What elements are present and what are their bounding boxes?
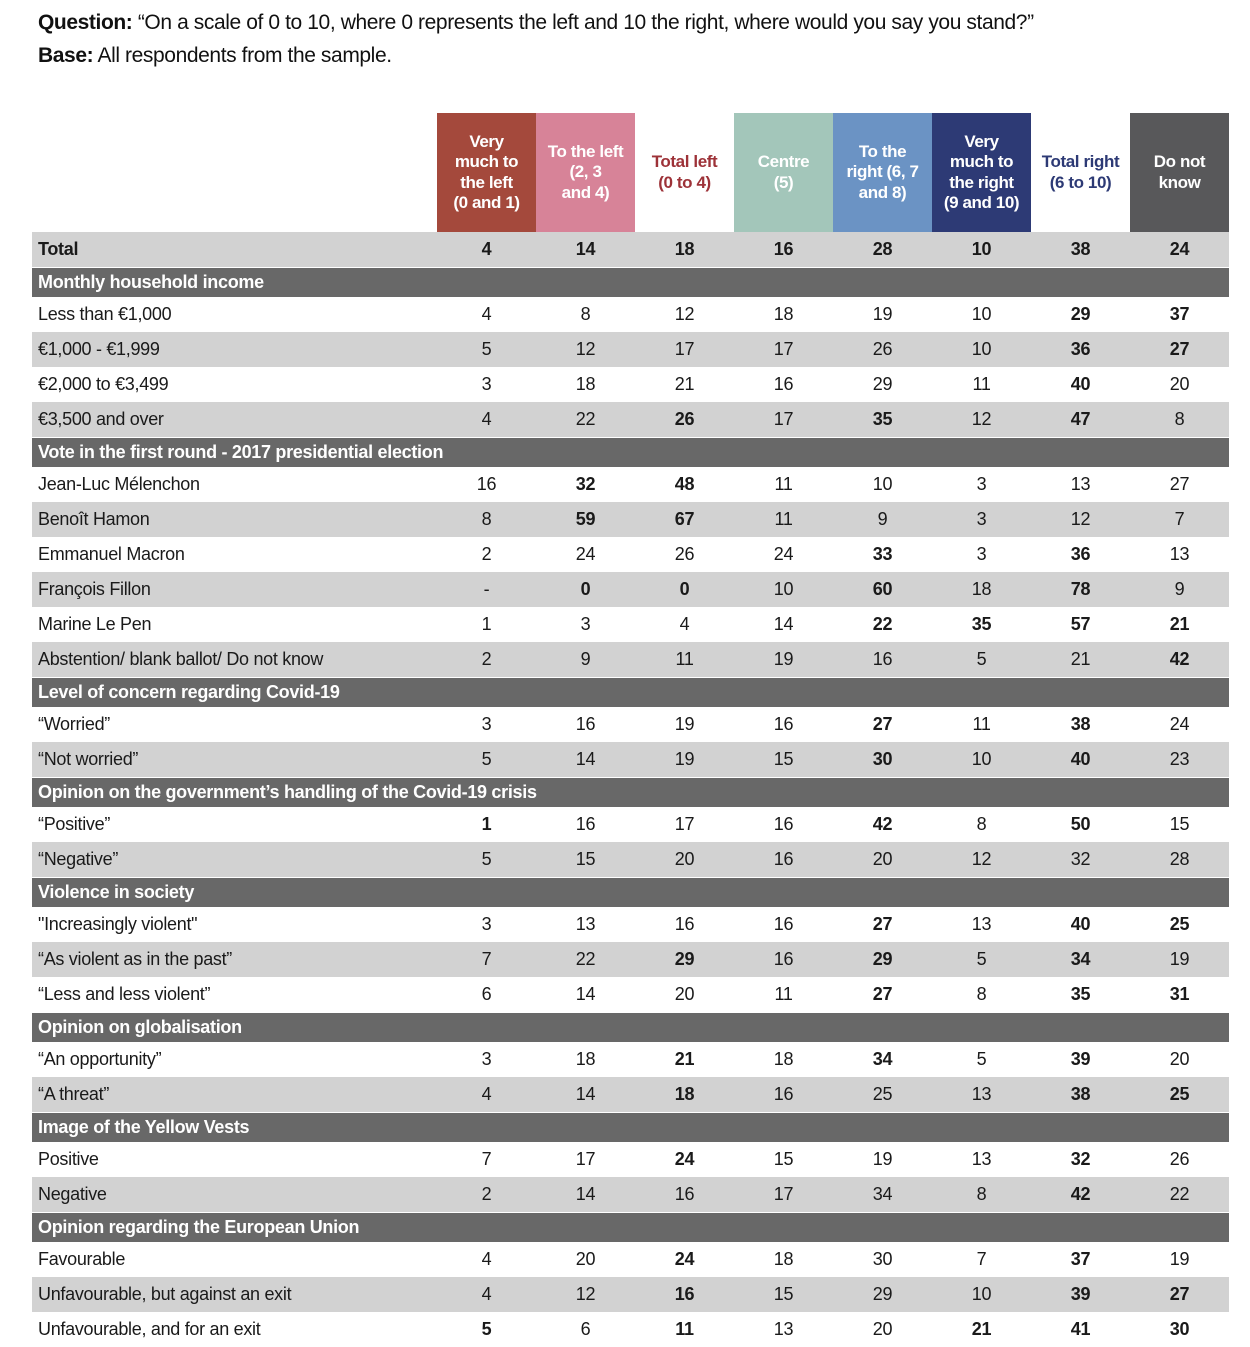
value-cell: 4 xyxy=(481,409,492,429)
table-row xyxy=(32,467,1229,502)
value-cell: 15 xyxy=(773,1149,794,1169)
value-cell: 38 xyxy=(1070,714,1091,734)
value-cell: 11 xyxy=(972,714,991,734)
row-label: €1,000 - €1,999 xyxy=(38,339,160,359)
row-label: “An opportunity” xyxy=(38,1049,162,1069)
value-cell: 17 xyxy=(773,409,794,429)
table-row xyxy=(32,572,1229,607)
value-cell: 11 xyxy=(675,1319,694,1339)
value-cell: 18 xyxy=(674,239,695,259)
header-line: (6 to 10) xyxy=(1049,172,1112,192)
value-cell: 5 xyxy=(481,849,492,869)
column-header-centre xyxy=(734,113,833,232)
value-cell: 47 xyxy=(1070,409,1091,429)
value-cell: 6 xyxy=(481,984,492,1004)
value-cell: 5 xyxy=(481,1319,492,1339)
value-cell: 14 xyxy=(575,749,596,769)
value-cell: 26 xyxy=(674,409,695,429)
column-header-total-right xyxy=(1031,113,1130,232)
value-cell: 7 xyxy=(1174,509,1185,529)
value-cell: 21 xyxy=(674,1049,695,1069)
row-label: “A threat” xyxy=(38,1084,110,1104)
value-cell: 17 xyxy=(674,814,695,834)
value-cell: 24 xyxy=(674,1149,695,1169)
value-cell: 25 xyxy=(1169,914,1190,934)
value-cell: 39 xyxy=(1070,1049,1091,1069)
value-cell: 27 xyxy=(1169,339,1190,359)
value-cell: 27 xyxy=(872,914,893,934)
value-cell: 12 xyxy=(971,849,992,869)
value-cell: 5 xyxy=(481,749,492,769)
value-cell: 10 xyxy=(872,474,893,494)
value-cell: 28 xyxy=(1169,849,1190,869)
table-row xyxy=(32,1042,1229,1077)
header-line: and 8) xyxy=(858,182,907,202)
value-cell: 7 xyxy=(481,949,492,969)
value-cell: 42 xyxy=(1070,1184,1091,1204)
value-cell: 21 xyxy=(674,374,695,394)
value-cell: 16 xyxy=(773,849,794,869)
value-cell: 16 xyxy=(773,714,794,734)
value-cell: 20 xyxy=(674,849,695,869)
value-cell: 22 xyxy=(1169,1184,1190,1204)
column-header-total-left xyxy=(635,113,734,232)
value-cell: 14 xyxy=(773,614,794,634)
value-cell: 37 xyxy=(1070,1249,1091,1269)
value-cell: 35 xyxy=(872,409,893,429)
value-cell: 26 xyxy=(872,339,893,359)
row-label: François Fillon xyxy=(38,579,151,599)
table-row xyxy=(32,1242,1229,1277)
row-label: Benoît Hamon xyxy=(38,509,150,529)
value-cell: 17 xyxy=(773,1184,794,1204)
value-cell: 34 xyxy=(872,1049,893,1069)
value-cell: 38 xyxy=(1070,1084,1091,1104)
value-cell: 30 xyxy=(872,1249,893,1269)
question-label: Question: xyxy=(38,11,133,34)
value-cell: 19 xyxy=(1169,949,1190,969)
header-line: To the left xyxy=(547,142,624,162)
header-line: Very xyxy=(469,132,504,152)
value-cell: 24 xyxy=(773,544,794,564)
value-cell: 17 xyxy=(674,339,695,359)
value-cell: 29 xyxy=(872,949,893,969)
value-cell: 10 xyxy=(971,339,992,359)
value-cell: 22 xyxy=(575,949,596,969)
value-cell: 5 xyxy=(976,949,987,969)
value-cell: 34 xyxy=(872,1184,893,1204)
value-cell: 16 xyxy=(674,914,695,934)
table-row xyxy=(32,607,1229,642)
value-cell: 10 xyxy=(971,239,992,259)
value-cell: 3 xyxy=(976,544,987,564)
column-header-to-the-right xyxy=(833,113,932,232)
value-cell: 33 xyxy=(872,544,893,564)
base-label: Base: xyxy=(38,44,94,67)
row-label: Emmanuel Macron xyxy=(38,544,185,564)
value-cell: 39 xyxy=(1070,1284,1091,1304)
row-label: Less than €1,000 xyxy=(38,304,172,324)
section-header: Vote in the first round - 2017 presidential election xyxy=(32,438,1229,467)
value-cell: 4 xyxy=(481,1084,492,1104)
value-cell: 28 xyxy=(872,239,893,259)
header-spacer xyxy=(32,113,437,232)
value-cell: 14 xyxy=(575,1084,596,1104)
value-cell: 7 xyxy=(481,1149,492,1169)
value-cell: 8 xyxy=(976,1184,987,1204)
row-label: Favourable xyxy=(38,1249,126,1269)
value-cell: 18 xyxy=(773,304,794,324)
header-line: the left xyxy=(460,172,513,192)
column-header-very-much-left xyxy=(437,113,536,232)
value-cell: 24 xyxy=(674,1249,695,1269)
value-cell: 23 xyxy=(1169,749,1190,769)
value-cell: 21 xyxy=(1169,614,1190,634)
value-cell: 59 xyxy=(575,509,596,529)
section-header: Monthly household income xyxy=(32,268,1229,297)
table-row xyxy=(32,942,1229,977)
row-label: Unfavourable, and for an exit xyxy=(38,1319,261,1339)
value-cell: 11 xyxy=(774,984,793,1004)
section-header: Opinion regarding the European Union xyxy=(32,1213,1229,1242)
header-line: much to xyxy=(949,152,1014,172)
value-cell: 18 xyxy=(773,1249,794,1269)
value-cell: 16 xyxy=(575,714,596,734)
header-line: (9 and 10) xyxy=(943,192,1020,212)
value-cell: 60 xyxy=(872,579,893,599)
value-cell: 16 xyxy=(773,1084,794,1104)
row-label: “Less and less violent” xyxy=(38,984,211,1004)
value-cell: 19 xyxy=(674,749,695,769)
row-label: "Increasingly violent" xyxy=(38,914,198,934)
value-cell: 0 xyxy=(580,579,591,599)
value-cell: 15 xyxy=(1169,814,1190,834)
value-cell: 29 xyxy=(872,1284,893,1304)
value-cell: 25 xyxy=(872,1084,893,1104)
table-row xyxy=(32,537,1229,572)
table-row xyxy=(32,297,1229,332)
value-cell: 15 xyxy=(773,1284,794,1304)
column-header-do-not-know xyxy=(1130,113,1229,232)
value-cell: 29 xyxy=(1070,304,1091,324)
value-cell: 9 xyxy=(1174,579,1185,599)
value-cell: 21 xyxy=(971,1319,992,1339)
table-row xyxy=(32,807,1229,842)
value-cell: 8 xyxy=(481,509,492,529)
value-cell: - xyxy=(483,579,490,599)
value-cell: 57 xyxy=(1070,614,1091,634)
row-label: Positive xyxy=(38,1149,99,1169)
table-row xyxy=(32,1277,1229,1312)
value-cell: 5 xyxy=(481,339,492,359)
value-cell: 40 xyxy=(1070,374,1091,394)
table-row xyxy=(32,332,1229,367)
value-cell: 32 xyxy=(575,474,596,494)
value-cell: 10 xyxy=(971,304,992,324)
value-cell: 35 xyxy=(971,614,992,634)
value-cell: 30 xyxy=(1169,1319,1190,1339)
table-row xyxy=(32,707,1229,742)
row-label: €2,000 to €3,499 xyxy=(38,374,169,394)
header-line: (2, 3 xyxy=(569,162,602,182)
header-line: (0 and 1) xyxy=(453,192,520,212)
table-row xyxy=(32,1142,1229,1177)
value-cell: 15 xyxy=(773,749,794,769)
value-cell: 38 xyxy=(1070,239,1091,259)
results-table xyxy=(32,113,1229,1347)
value-cell: 40 xyxy=(1070,914,1091,934)
value-cell: 34 xyxy=(1070,949,1091,969)
value-cell: 5 xyxy=(976,1049,987,1069)
value-cell: 31 xyxy=(1169,984,1190,1004)
value-cell: 19 xyxy=(773,649,794,669)
value-cell: 16 xyxy=(773,814,794,834)
value-cell: 3 xyxy=(976,474,987,494)
value-cell: 6 xyxy=(580,1319,591,1339)
value-cell: 20 xyxy=(575,1249,596,1269)
base-line xyxy=(38,39,1034,72)
value-cell: 8 xyxy=(580,304,591,324)
value-cell: 22 xyxy=(575,409,596,429)
value-cell: 16 xyxy=(674,1184,695,1204)
value-cell: 24 xyxy=(1169,714,1190,734)
header-line: much to xyxy=(454,152,519,172)
header-line: Do not xyxy=(1153,152,1206,172)
value-cell: 26 xyxy=(1169,1149,1190,1169)
row-label: Unfavourable, but against an exit xyxy=(38,1284,292,1304)
row-label: “Not worried” xyxy=(38,749,139,769)
value-cell: 16 xyxy=(773,949,794,969)
section-header: Violence in society xyxy=(32,878,1229,907)
value-cell: 4 xyxy=(679,614,690,634)
value-cell: 35 xyxy=(1070,984,1091,1004)
value-cell: 42 xyxy=(1169,649,1190,669)
table-row xyxy=(32,642,1229,677)
value-cell: 13 xyxy=(1169,544,1190,564)
value-cell: 15 xyxy=(575,849,596,869)
value-cell: 16 xyxy=(476,474,497,494)
value-cell: 17 xyxy=(773,339,794,359)
row-label: €3,500 and over xyxy=(38,409,164,429)
value-cell: 9 xyxy=(580,649,591,669)
row-label: Total xyxy=(38,239,79,259)
value-cell: 20 xyxy=(1169,1049,1190,1069)
header-line: To the xyxy=(858,142,907,162)
value-cell: 3 xyxy=(481,914,492,934)
header-line: Total right xyxy=(1041,152,1120,172)
row-label: Jean-Luc Mélenchon xyxy=(38,474,200,494)
row-label: Marine Le Pen xyxy=(38,614,152,634)
value-cell: 19 xyxy=(674,714,695,734)
value-cell: 32 xyxy=(1070,1149,1091,1169)
value-cell: 21 xyxy=(1070,649,1091,669)
row-label: “Positive” xyxy=(38,814,111,834)
value-cell: 27 xyxy=(872,984,893,1004)
value-cell: 1 xyxy=(481,614,492,634)
value-cell: 20 xyxy=(674,984,695,1004)
value-cell: 18 xyxy=(674,1084,695,1104)
section-header: Level of concern regarding Covid-19 xyxy=(32,678,1229,707)
value-cell: 16 xyxy=(674,1284,695,1304)
value-cell: 4 xyxy=(481,1284,492,1304)
value-cell: 18 xyxy=(773,1049,794,1069)
table-row xyxy=(32,367,1229,402)
value-cell: 14 xyxy=(575,984,596,1004)
value-cell: 13 xyxy=(1070,474,1091,494)
value-cell: 12 xyxy=(1070,509,1091,529)
value-cell: 9 xyxy=(877,509,888,529)
value-cell: 13 xyxy=(971,914,992,934)
value-cell: 29 xyxy=(872,374,893,394)
value-cell: 3 xyxy=(481,714,492,734)
value-cell: 41 xyxy=(1070,1319,1091,1339)
value-cell: 18 xyxy=(575,374,596,394)
value-cell: 36 xyxy=(1070,339,1091,359)
value-cell: 36 xyxy=(1070,544,1091,564)
table-row xyxy=(32,402,1229,437)
value-cell: 10 xyxy=(971,1284,992,1304)
value-cell: 12 xyxy=(575,339,596,359)
value-cell: 8 xyxy=(976,814,987,834)
value-cell: 13 xyxy=(971,1084,992,1104)
value-cell: 14 xyxy=(575,1184,596,1204)
value-cell: 11 xyxy=(972,374,991,394)
value-cell: 18 xyxy=(971,579,992,599)
header-line: the right xyxy=(949,172,1014,192)
value-cell: 27 xyxy=(1169,474,1190,494)
value-cell: 12 xyxy=(575,1284,596,1304)
value-cell: 18 xyxy=(575,1049,596,1069)
value-cell: 48 xyxy=(674,474,695,494)
header-line: Centre xyxy=(757,152,810,172)
value-cell: 12 xyxy=(971,409,992,429)
table-row xyxy=(32,842,1229,877)
value-cell: 8 xyxy=(976,984,987,1004)
value-cell: 24 xyxy=(1169,239,1190,259)
value-cell: 10 xyxy=(971,749,992,769)
value-cell: 11 xyxy=(774,509,793,529)
value-cell: 3 xyxy=(481,374,492,394)
value-cell: 1 xyxy=(481,814,492,834)
table-row xyxy=(32,502,1229,537)
value-cell: 19 xyxy=(872,304,893,324)
value-cell: 4 xyxy=(481,1249,492,1269)
section-header: Opinion on the government’s handling of the Covid-19 crisis xyxy=(32,778,1229,807)
value-cell: 20 xyxy=(872,849,893,869)
table-row xyxy=(32,1077,1229,1112)
value-cell: 14 xyxy=(575,239,596,259)
value-cell: 20 xyxy=(1169,374,1190,394)
row-label: “Worried” xyxy=(38,714,110,734)
value-cell: 67 xyxy=(674,509,695,529)
table-row xyxy=(32,1177,1229,1212)
value-cell: 50 xyxy=(1070,814,1091,834)
value-cell: 3 xyxy=(976,509,987,529)
value-cell: 11 xyxy=(774,474,793,494)
row-label: “Negative” xyxy=(38,849,119,869)
value-cell: 2 xyxy=(481,544,492,564)
row-label: Negative xyxy=(38,1184,107,1204)
value-cell: 5 xyxy=(976,649,987,669)
header-line: know xyxy=(1158,172,1201,192)
table-row xyxy=(32,742,1229,777)
value-cell: 4 xyxy=(481,304,492,324)
value-cell: 26 xyxy=(674,544,695,564)
base-text: All respondents from the sample. xyxy=(97,44,392,67)
value-cell: 16 xyxy=(773,239,794,259)
value-cell: 27 xyxy=(1169,1284,1190,1304)
value-cell: 13 xyxy=(575,914,596,934)
value-cell: 32 xyxy=(1070,849,1091,869)
value-cell: 37 xyxy=(1169,304,1190,324)
value-cell: 19 xyxy=(872,1149,893,1169)
header-line: right (6, 7 xyxy=(846,162,919,182)
value-cell: 12 xyxy=(674,304,695,324)
question-text: “On a scale of 0 to 10, where 0 represents the left and 10 the right, where would you say you stand?” xyxy=(137,11,1034,34)
value-cell: 16 xyxy=(773,914,794,934)
value-cell: 22 xyxy=(872,614,893,634)
value-cell: 10 xyxy=(773,579,794,599)
value-cell: 2 xyxy=(481,1184,492,1204)
value-cell: 7 xyxy=(976,1249,987,1269)
value-cell: 42 xyxy=(872,814,893,834)
value-cell: 16 xyxy=(773,374,794,394)
value-cell: 29 xyxy=(674,949,695,969)
value-cell: 3 xyxy=(481,1049,492,1069)
value-cell: 8 xyxy=(1174,409,1185,429)
value-cell: 11 xyxy=(675,649,694,669)
value-cell: 24 xyxy=(575,544,596,564)
section-header: Opinion on globalisation xyxy=(32,1013,1229,1042)
value-cell: 16 xyxy=(872,649,893,669)
value-cell: 25 xyxy=(1169,1084,1190,1104)
table-row xyxy=(32,907,1229,942)
value-cell: 2 xyxy=(481,649,492,669)
table-row xyxy=(32,977,1229,1012)
value-cell: 20 xyxy=(872,1319,893,1339)
value-cell: 4 xyxy=(481,239,492,259)
value-cell: 27 xyxy=(872,714,893,734)
value-cell: 30 xyxy=(872,749,893,769)
header-line: Total left xyxy=(651,152,718,172)
value-cell: 40 xyxy=(1070,749,1091,769)
value-cell: 13 xyxy=(971,1149,992,1169)
value-cell: 13 xyxy=(773,1319,794,1339)
column-header-row xyxy=(32,113,1229,232)
column-header-very-much-right xyxy=(932,113,1031,232)
value-cell: 17 xyxy=(575,1149,596,1169)
value-cell: 16 xyxy=(575,814,596,834)
column-header-to-the-left xyxy=(536,113,635,232)
header-line: and 4) xyxy=(561,182,610,202)
section-header: Image of the Yellow Vests xyxy=(32,1113,1229,1142)
value-cell: 3 xyxy=(580,614,591,634)
header-line: (0 to 4) xyxy=(658,172,711,192)
question-line xyxy=(38,6,1034,39)
value-cell: 78 xyxy=(1070,579,1091,599)
value-cell: 0 xyxy=(679,579,690,599)
row-label: “As violent as in the past” xyxy=(38,949,232,969)
row-label: Abstention/ blank ballot/ Do not know xyxy=(38,649,324,669)
table-row xyxy=(32,232,1229,267)
intro-text xyxy=(38,6,1034,72)
header-line: (5) xyxy=(773,172,794,192)
header-line: Very xyxy=(964,132,999,152)
value-cell: 19 xyxy=(1169,1249,1190,1269)
